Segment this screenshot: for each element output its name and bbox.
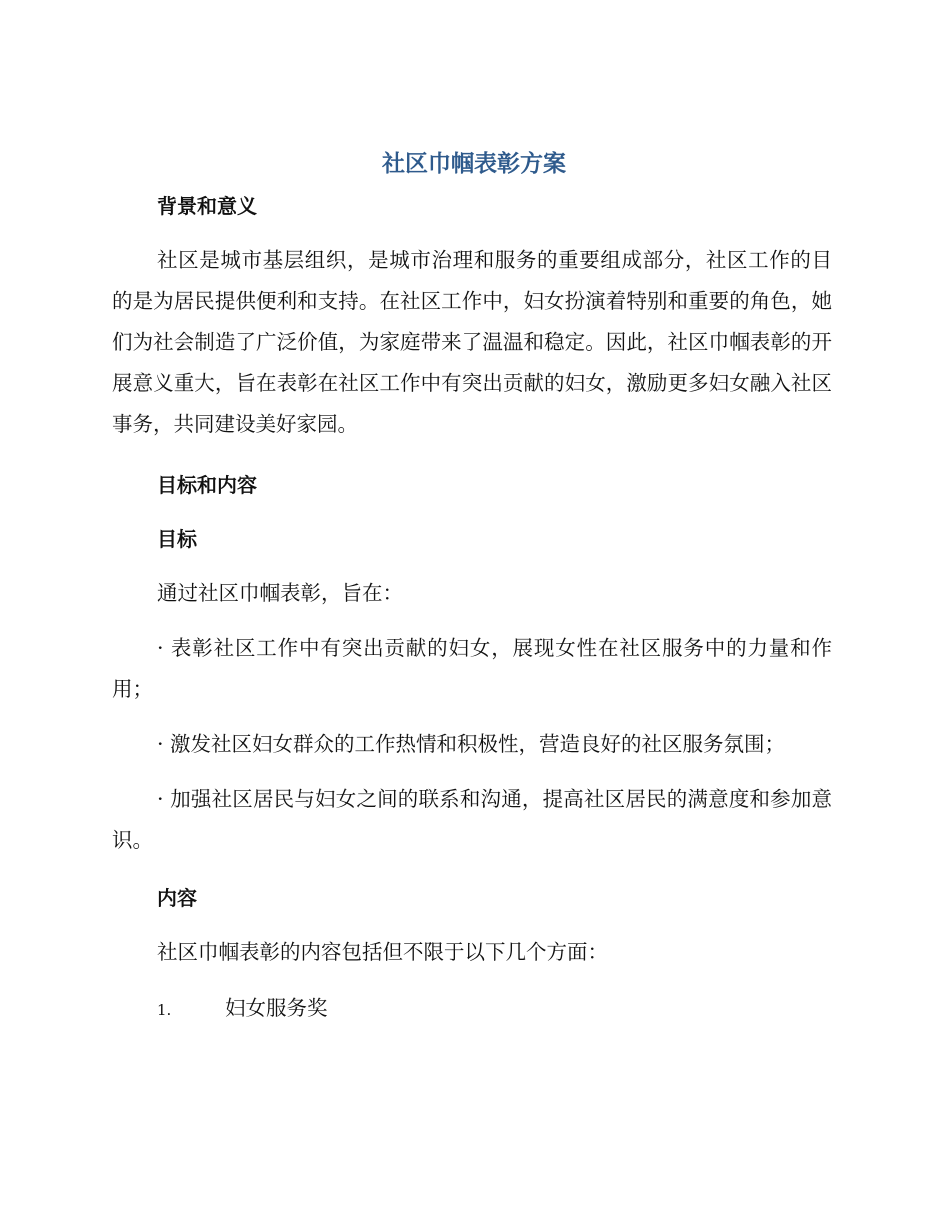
document-title: 社区巾帼表彰方案 — [382, 151, 566, 177]
subsection-heading-content: 内容 — [157, 886, 197, 910]
goal-item: · 表彰社区工作中有突出贡献的妇女，展现女性在社区服务中的力量和作用； — [112, 636, 832, 701]
goal-item: · 激发社区妇女群众的工作热情和积极性，营造良好的社区服务氛围； — [157, 732, 786, 756]
section-heading-background: 背景和意义 — [157, 194, 257, 218]
goals-intro-paragraph: 通过社区巾帼表彰，旨在： — [157, 581, 403, 605]
subsection-heading-goals: 目标 — [157, 527, 197, 551]
list-item-label: 妇女服务奖 — [225, 996, 328, 1020]
goal-item: · 加强社区居民与妇女之间的联系和沟通，提高社区居民的满意度和参加意识。 — [112, 787, 832, 852]
list-item — [157, 993, 328, 1025]
list-item-number: 1. — [157, 1001, 172, 1019]
background-paragraph: 社区是城市基层组织，是城市治理和服务的重要组成部分，社区工作的目的是为居民提供便利和支持。在社区工作中，妇女扮演着特别和重要的角色，她们为社会制造了广泛价值，为家庭带来了温温和稳定。因此，社区巾帼表彰的开展意义重大，旨在表彰在社区工作中有突出贡献的妇女，激励更多妇女融入社区事务，共同建设美好家园。 — [112, 248, 832, 436]
content-intro-paragraph: 社区巾帼表彰的内容包括但不限于以下几个方面： — [157, 940, 608, 964]
section-heading-goals-content: 目标和内容 — [157, 473, 257, 497]
